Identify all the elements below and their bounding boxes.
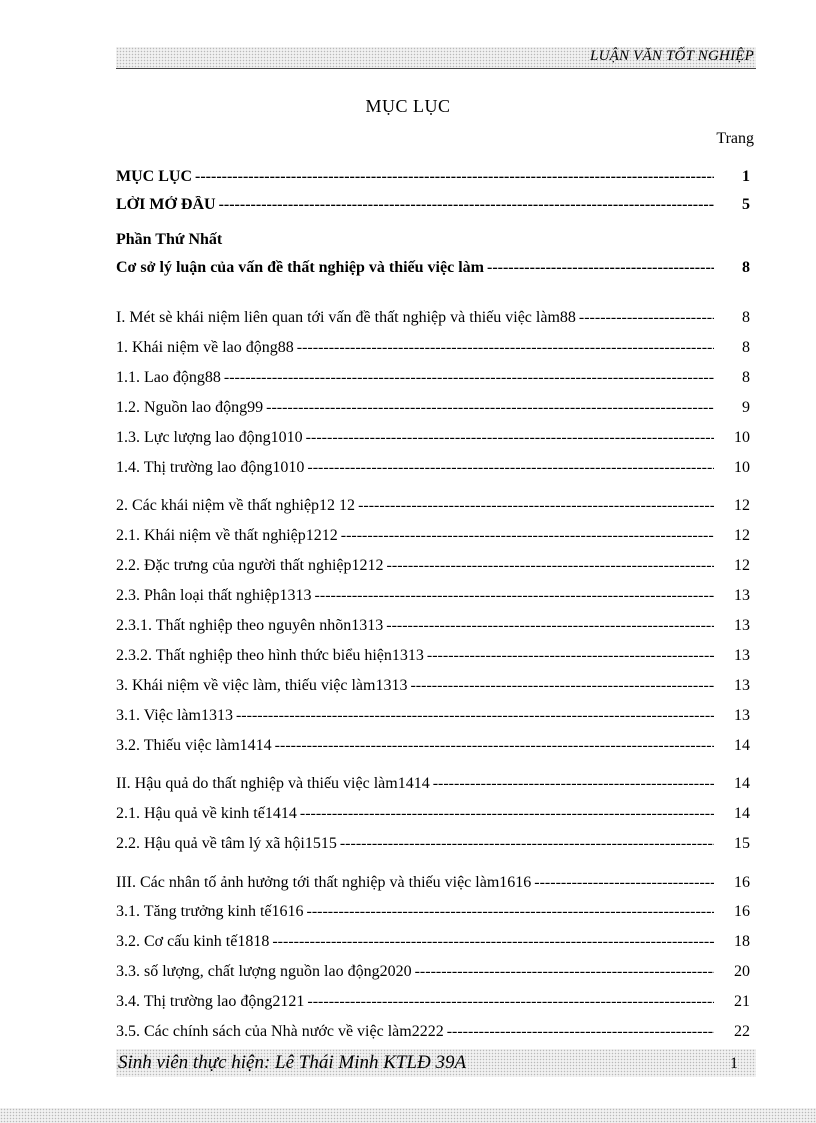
toc-entry-label: 3.5. Các chính sách của Nhà nước về việc làm2222 -----: [116, 1023, 714, 1041]
toc-entry-page: 18: [734, 933, 750, 950]
page-title: MỤC LỤC: [365, 96, 451, 116]
toc-entry-label: 1.2. Nguồn lao động99 -----: [116, 399, 714, 417]
toc-entry-label: LỜI MỞ ĐẦU -----: [116, 196, 714, 214]
toc-entry-label: Phần Thứ Nhất: [116, 231, 223, 248]
toc-entry-page: 8: [742, 339, 750, 356]
toc-entry[interactable]: [116, 737, 756, 759]
toc-entry[interactable]: [116, 805, 756, 827]
toc-entry[interactable]: [116, 903, 756, 925]
toc-entry-label: 1.1. Lao động88 -----: [116, 369, 714, 387]
toc-entry-label: 2.3. Phân loại thất nghiệp1313 -----: [116, 587, 714, 605]
toc-entry-page: 13: [734, 587, 750, 604]
toc-entry-page: 13: [734, 707, 750, 724]
toc-entry-label: I. Mét sè khái niệm liên quan tới vấn đề thất nghiệp và thiếu việc làm88 -----: [116, 309, 714, 327]
footer-author: Sinh viên thực hiện: Lê Thái Minh KTLĐ 39A: [118, 1052, 467, 1073]
toc-entry[interactable]: [116, 259, 756, 281]
toc-entry-page: 10: [734, 429, 750, 446]
toc-entry-label: 2.3.1. Thất nghiệp theo nguyên nhõn1313 -----: [116, 617, 714, 635]
toc-entry[interactable]: [116, 369, 756, 391]
toc-entry-label: 3.3. số lượng, chất lượng nguồn lao động2020 -----: [116, 963, 714, 981]
toc-entry-page: 9: [742, 399, 750, 416]
toc-entry-label: 3.1. Việc làm1313 -----: [116, 707, 714, 725]
toc-entry[interactable]: [116, 429, 756, 451]
toc-entry-label: 3. Khái niệm về việc làm, thiếu việc làm1313 -----: [116, 677, 714, 695]
toc-entry[interactable]: [116, 677, 756, 699]
toc-entry-page: 16: [734, 903, 750, 920]
toc-entry[interactable]: [116, 874, 756, 896]
toc-entry-page: 1: [742, 168, 750, 185]
toc-entry[interactable]: [116, 196, 756, 218]
footer-page-number: 1: [730, 1055, 738, 1072]
toc-entry-page: 10: [734, 459, 750, 476]
toc-entry-page: 12: [734, 527, 750, 544]
toc-entry-label: 2.2. Đặc trưng của người thất nghiệp1212 -----: [116, 557, 714, 575]
toc-entry-label: 3.1. Tăng trưởng kinh tế1616 -----: [116, 903, 714, 921]
toc-entry[interactable]: [116, 587, 756, 609]
toc-entry-label: 2.2. Hậu quả về tâm lý xã hội1515 -----: [116, 835, 714, 853]
toc-entry-label: 1.4. Thị trường lao động1010 -----: [116, 459, 714, 477]
toc-entry-label: Cơ sở lý luận của vấn đề thất nghiệp và thiếu việc làm -----: [116, 259, 714, 277]
page-bottom-edge: [0, 1108, 816, 1123]
toc-entry[interactable]: [116, 168, 756, 190]
toc-entry[interactable]: [116, 647, 756, 669]
toc-entry[interactable]: [116, 933, 756, 955]
header-title: LUẬN VĂN TỐT NGHIỆP: [590, 48, 754, 64]
toc-entry-page: 21: [734, 993, 750, 1010]
toc-entry-page: 13: [734, 677, 750, 694]
toc-entry-label: 2.1. Khái niệm về thất nghiệp1212 -----: [116, 527, 714, 545]
running-header: [116, 47, 756, 69]
toc-entry-label: 1.3. Lực lượng lao động1010 -----: [116, 429, 714, 447]
toc-entry[interactable]: [116, 459, 756, 481]
toc-entry[interactable]: [116, 557, 756, 579]
toc-entry-page: 13: [734, 647, 750, 664]
toc-entry-page: 22: [734, 1023, 750, 1040]
toc-entry[interactable]: [116, 993, 756, 1015]
toc-entry-page: 8: [742, 369, 750, 386]
toc-entry[interactable]: [116, 707, 756, 729]
toc-entry[interactable]: [116, 497, 756, 519]
toc-entry-label: 2. Các khái niệm về thất nghiệp12 12 -----: [116, 497, 714, 515]
toc-entry[interactable]: [116, 617, 756, 639]
toc-entry-page: 16: [734, 874, 750, 891]
toc-entry-label: III. Các nhân tố ảnh hưởng tới thất nghiệp và thiếu việc làm1616 -----: [116, 874, 714, 892]
toc-entry[interactable]: [116, 1023, 756, 1045]
toc-entry-label: II. Hậu quả do thất nghiệp và thiếu việc làm1414 -----: [116, 775, 714, 793]
toc-entry-label: MỤC LỤC -----: [116, 168, 714, 186]
toc-entry[interactable]: [116, 399, 756, 421]
toc-entry[interactable]: [116, 835, 756, 857]
toc-entry[interactable]: [116, 775, 756, 797]
toc-entry-label: 3.2. Thiếu việc làm1414 -----: [116, 737, 714, 755]
toc-entry-label: 1. Khái niệm về lao động88 -----: [116, 339, 714, 357]
toc-entry-page: 8: [742, 259, 750, 276]
running-footer: [116, 1049, 756, 1077]
toc-entry-page: 15: [734, 835, 750, 852]
toc-entry-page: 5: [742, 196, 750, 213]
toc-entry[interactable]: [116, 339, 756, 361]
toc-entry[interactable]: [116, 309, 756, 331]
toc-entry-page: 14: [734, 737, 750, 754]
toc-entry-page: 14: [734, 805, 750, 822]
toc-entry-label: 2.3.2. Thất nghiệp theo hình thức biểu hiện1313 -----: [116, 647, 714, 665]
toc-entry-page: 12: [734, 557, 750, 574]
toc-entry-page: 12: [734, 497, 750, 514]
toc-entry-label: 3.2. Cơ cấu kinh tế1818 -----: [116, 933, 714, 951]
toc-entry-page: 14: [734, 775, 750, 792]
toc-entry[interactable]: [116, 963, 756, 985]
toc-entry-page: 13: [734, 617, 750, 634]
toc-entry-page: 8: [742, 309, 750, 326]
toc-entry-label: 2.1. Hậu quả về kinh tế1414 -----: [116, 805, 714, 823]
page-column-label: Trang: [716, 130, 754, 147]
toc-entry-page: 20: [734, 963, 750, 980]
toc-entry-label: 3.4. Thị trường lao động2121 -----: [116, 993, 714, 1011]
toc-entry[interactable]: [116, 527, 756, 549]
toc-part-heading: [116, 231, 756, 253]
